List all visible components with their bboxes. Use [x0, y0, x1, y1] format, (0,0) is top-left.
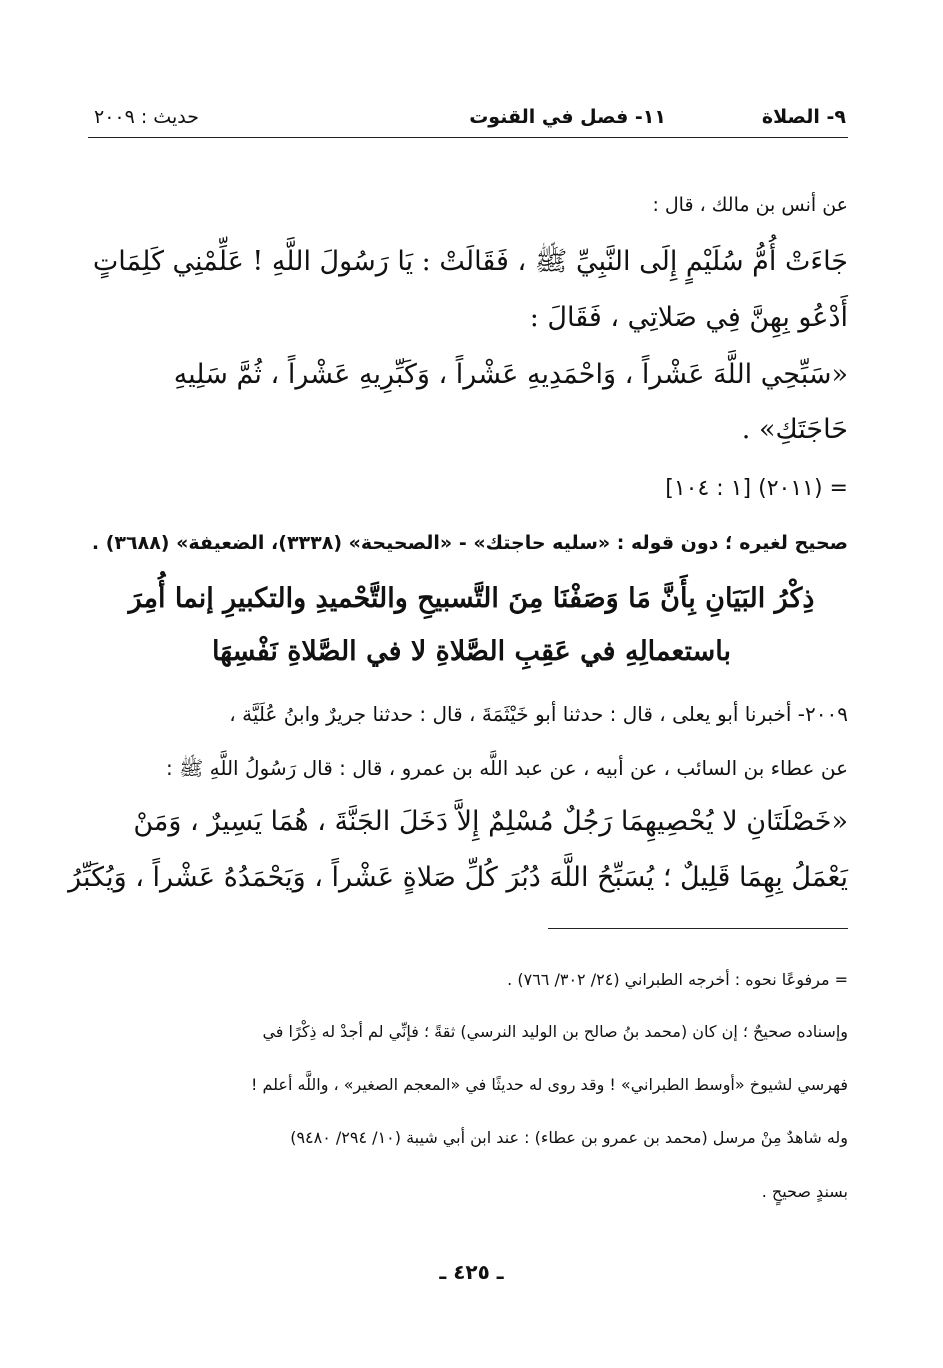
prev-hadith-matn-line: أَدْعُو بِهِنَّ فِي صَلاتِي ، فَقَالَ : [529, 302, 848, 333]
footnote-line: وإسناده صحيحٌ ؛ إن كان (محمد بنُ صالح بن الوليد النرسي) ثقةً ؛ فإنِّي لم أجدْ له ذِكْرًا في [262, 1022, 848, 1041]
hadith-matn-line: «خَصْلَتَانِ لا يُحْصِيهِمَا رَجُلٌ مُسْلِمٌ إِلاَّ دَخَلَ الجَنَّةَ ، هُمَا يَسِيرٌ ، وَمَنْ [133, 806, 848, 837]
footnote-divider [548, 928, 848, 929]
page-number: ـ ٤٢٥ ـ [439, 1260, 504, 1284]
running-header [88, 98, 848, 138]
prev-hadith-grading: صحيح لغيره ؛ دون قوله : «سليه حاجتك» - «الصحيحة» (٣٣٣٨)، الضعيفة» (٣٦٨٨) . [91, 532, 848, 554]
header-hadith-number: حديث : ٢٠٠٩ [94, 106, 199, 128]
prev-hadith-matn-line: «سَبِّحِي اللَّهَ عَشْراً ، وَاحْمَدِيهِ عَشْراً ، وَكَبِّرِيهِ عَشْراً ، ثُمَّ سَلِيهِ [173, 359, 848, 390]
header-book-title: ٩- الصلاة [761, 106, 846, 128]
header-divider [88, 137, 848, 138]
hadith-isnad-line: عن عطاء بن السائب ، عن أبيه ، عن عبد اللَّه بن عمرو ، قال : قال رَسُولُ اللَّهِ ﷺ : [165, 756, 848, 780]
section-title-line: باستعمالِهِ في عَقِبِ الصَّلاةِ لا في الصَّلاةِ نَفْسِهَا [211, 636, 732, 667]
footnote-line: فهرسي لشيوخ «أوسط الطبراني» ! وقد روى له حديثًا في «المعجم الصغير» ، واللَّه أعلم ! [250, 1075, 848, 1094]
prev-hadith-matn-line: جَاءَتْ أُمُّ سُلَيْمٍ إِلَى النَّبِيِّ ﷺ ، فَقَالَتْ : يَا رَسُولَ اللَّهِ ! عَلِّمْنِي كَلِمَاتٍ [92, 246, 848, 277]
prev-hadith-matn-line: حَاجَتَكِ» . [741, 414, 848, 445]
prev-hadith-isnad-tail: عن أنس بن مالك ، قال : [652, 194, 848, 216]
footnote-line: بسندٍ صحيحٍ . [761, 1182, 848, 1201]
prev-hadith-reference: = (٢٠١١) [١ : ١٠٤] [665, 476, 848, 501]
footnote-line: = مرفوعًا نحوه : أخرجه الطبراني (٢٤/ ٣٠٢/ ٧٦٦) . [507, 970, 848, 989]
footnote-line: وله شاهدٌ مِنْ مرسل (محمد بن عمرو بن عطاء) : عند ابن أبي شيبة (١٠/ ٢٩٤/ ٩٤٨٠) [290, 1128, 848, 1147]
section-title-line: ذِكْرُ البَيَانِ بِأَنَّ مَا وَصَفْنَا مِنَ التَّسبيحِ والتَّحْميدِ والتكبيرِ إنما أُمِرَ [128, 583, 815, 614]
header-chapter-title: ١١- فصل في القنوت [469, 106, 666, 128]
hadith-matn-line: يَعْمَلُ بِهِمَا قَلِيلٌ ؛ يُسَبِّحُ اللَّهَ دُبُرَ كُلِّ صَلاةٍ عَشْراً ، وَيَحْمَدُهُ عَشْراً ، وَيُكَبِّرُ [68, 862, 848, 893]
hadith-isnad-line: ٢٠٠٩- أخبرنا أبو يعلى ، قال : حدثنا أبو خَيْثَمَةَ ، قال : حدثنا جريرٌ وابنُ عُلَيَّة ، [229, 702, 848, 726]
